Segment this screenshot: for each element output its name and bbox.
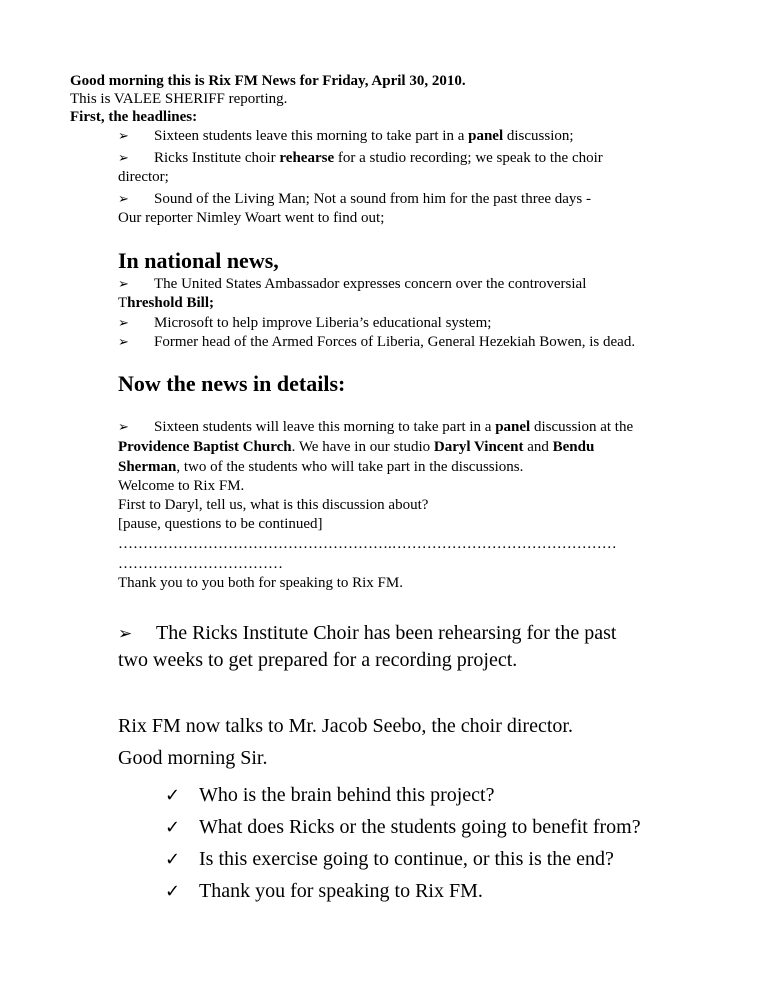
question-3: ✓ Is this exercise going to continue, or this is the end?: [165, 846, 614, 873]
details-line-3: Sherman, two of the students who will take part in the discussions.: [118, 459, 524, 475]
arrow-bullet-icon: ➢: [118, 151, 129, 166]
details-dotted-line-2: ……………………………: [118, 556, 283, 572]
headline-2-continued: director;: [118, 169, 169, 185]
choir-line-2: Rix FM now talks to Mr. Jacob Seebo, the choir director.: [118, 715, 573, 737]
intro-line-3: First, the headlines:: [70, 109, 198, 125]
checkmark-icon: ✓: [165, 817, 181, 838]
details-line-4: Welcome to Rix FM.: [118, 478, 245, 494]
checkmark-icon: ✓: [165, 785, 181, 806]
details-item-1: ➢ Sixteen students will leave this morning to take part in a panel discussion at the: [118, 419, 634, 435]
national-news-heading: In national news,: [118, 248, 279, 273]
arrow-bullet-icon: ➢: [118, 420, 129, 435]
details-line-5: First to Daryl, tell us, what is this discussion about?: [118, 497, 429, 513]
question-2: ✓ What does Ricks or the students going to benefit from?: [165, 814, 641, 841]
arrow-bullet-icon: ➢: [118, 624, 133, 644]
arrow-bullet-icon: ➢: [118, 192, 129, 207]
question-1: ✓ Who is the brain behind this project?: [165, 782, 494, 809]
arrow-bullet-icon: ➢: [118, 316, 129, 331]
intro-line-2: This is VALEE SHERIFF reporting.: [70, 91, 288, 107]
national-item-1: ➢ The United States Ambassador expresses concern over the controversial: [118, 276, 587, 292]
headline-3: ➢ Sound of the Living Man; Not a sound from him for the past three days -: [118, 191, 592, 207]
details-dotted-line-1: ……………………………………………….………………………………………: [118, 536, 617, 552]
headline-1: ➢ Sixteen students leave this morning to take part in a panel discussion;: [118, 128, 574, 144]
details-line-6: [pause, questions to be continued]: [118, 516, 323, 532]
question-4: ✓ Thank you for speaking to Rix FM.: [165, 878, 483, 905]
details-line-2: Providence Baptist Church. We have in our studio Daryl Vincent and Bendu: [118, 439, 595, 455]
headline-3-continued: Our reporter Nimley Woart went to find out;: [118, 210, 385, 226]
details-line-9: Thank you to you both for speaking to Rix FM.: [118, 575, 403, 591]
choir-item-1-continued: two weeks to get prepared for a recording project.: [118, 649, 518, 671]
arrow-bullet-icon: ➢: [118, 277, 129, 292]
choir-item-1: ➢ The Ricks Institute Choir has been rehearsing for the past: [118, 620, 616, 647]
arrow-bullet-icon: ➢: [118, 129, 129, 144]
checkmark-icon: ✓: [165, 849, 181, 870]
checkmark-icon: ✓: [165, 881, 181, 902]
arrow-bullet-icon: ➢: [118, 335, 129, 350]
intro-line-1: Good morning this is Rix FM News for Friday, April 30, 2010.: [70, 73, 466, 89]
headline-2: ➢ Ricks Institute choir rehearse for a studio recording; we speak to the choir: [118, 150, 603, 166]
details-heading: Now the news in details:: [118, 371, 346, 396]
national-item-2: ➢ Microsoft to help improve Liberia’s educational system;: [118, 315, 492, 331]
national-item-3: ➢ Former head of the Armed Forces of Liberia, General Hezekiah Bowen, is dead.: [118, 334, 636, 350]
national-item-1-continued: Threshold Bill;: [118, 295, 215, 311]
choir-line-3: Good morning Sir.: [118, 747, 268, 769]
